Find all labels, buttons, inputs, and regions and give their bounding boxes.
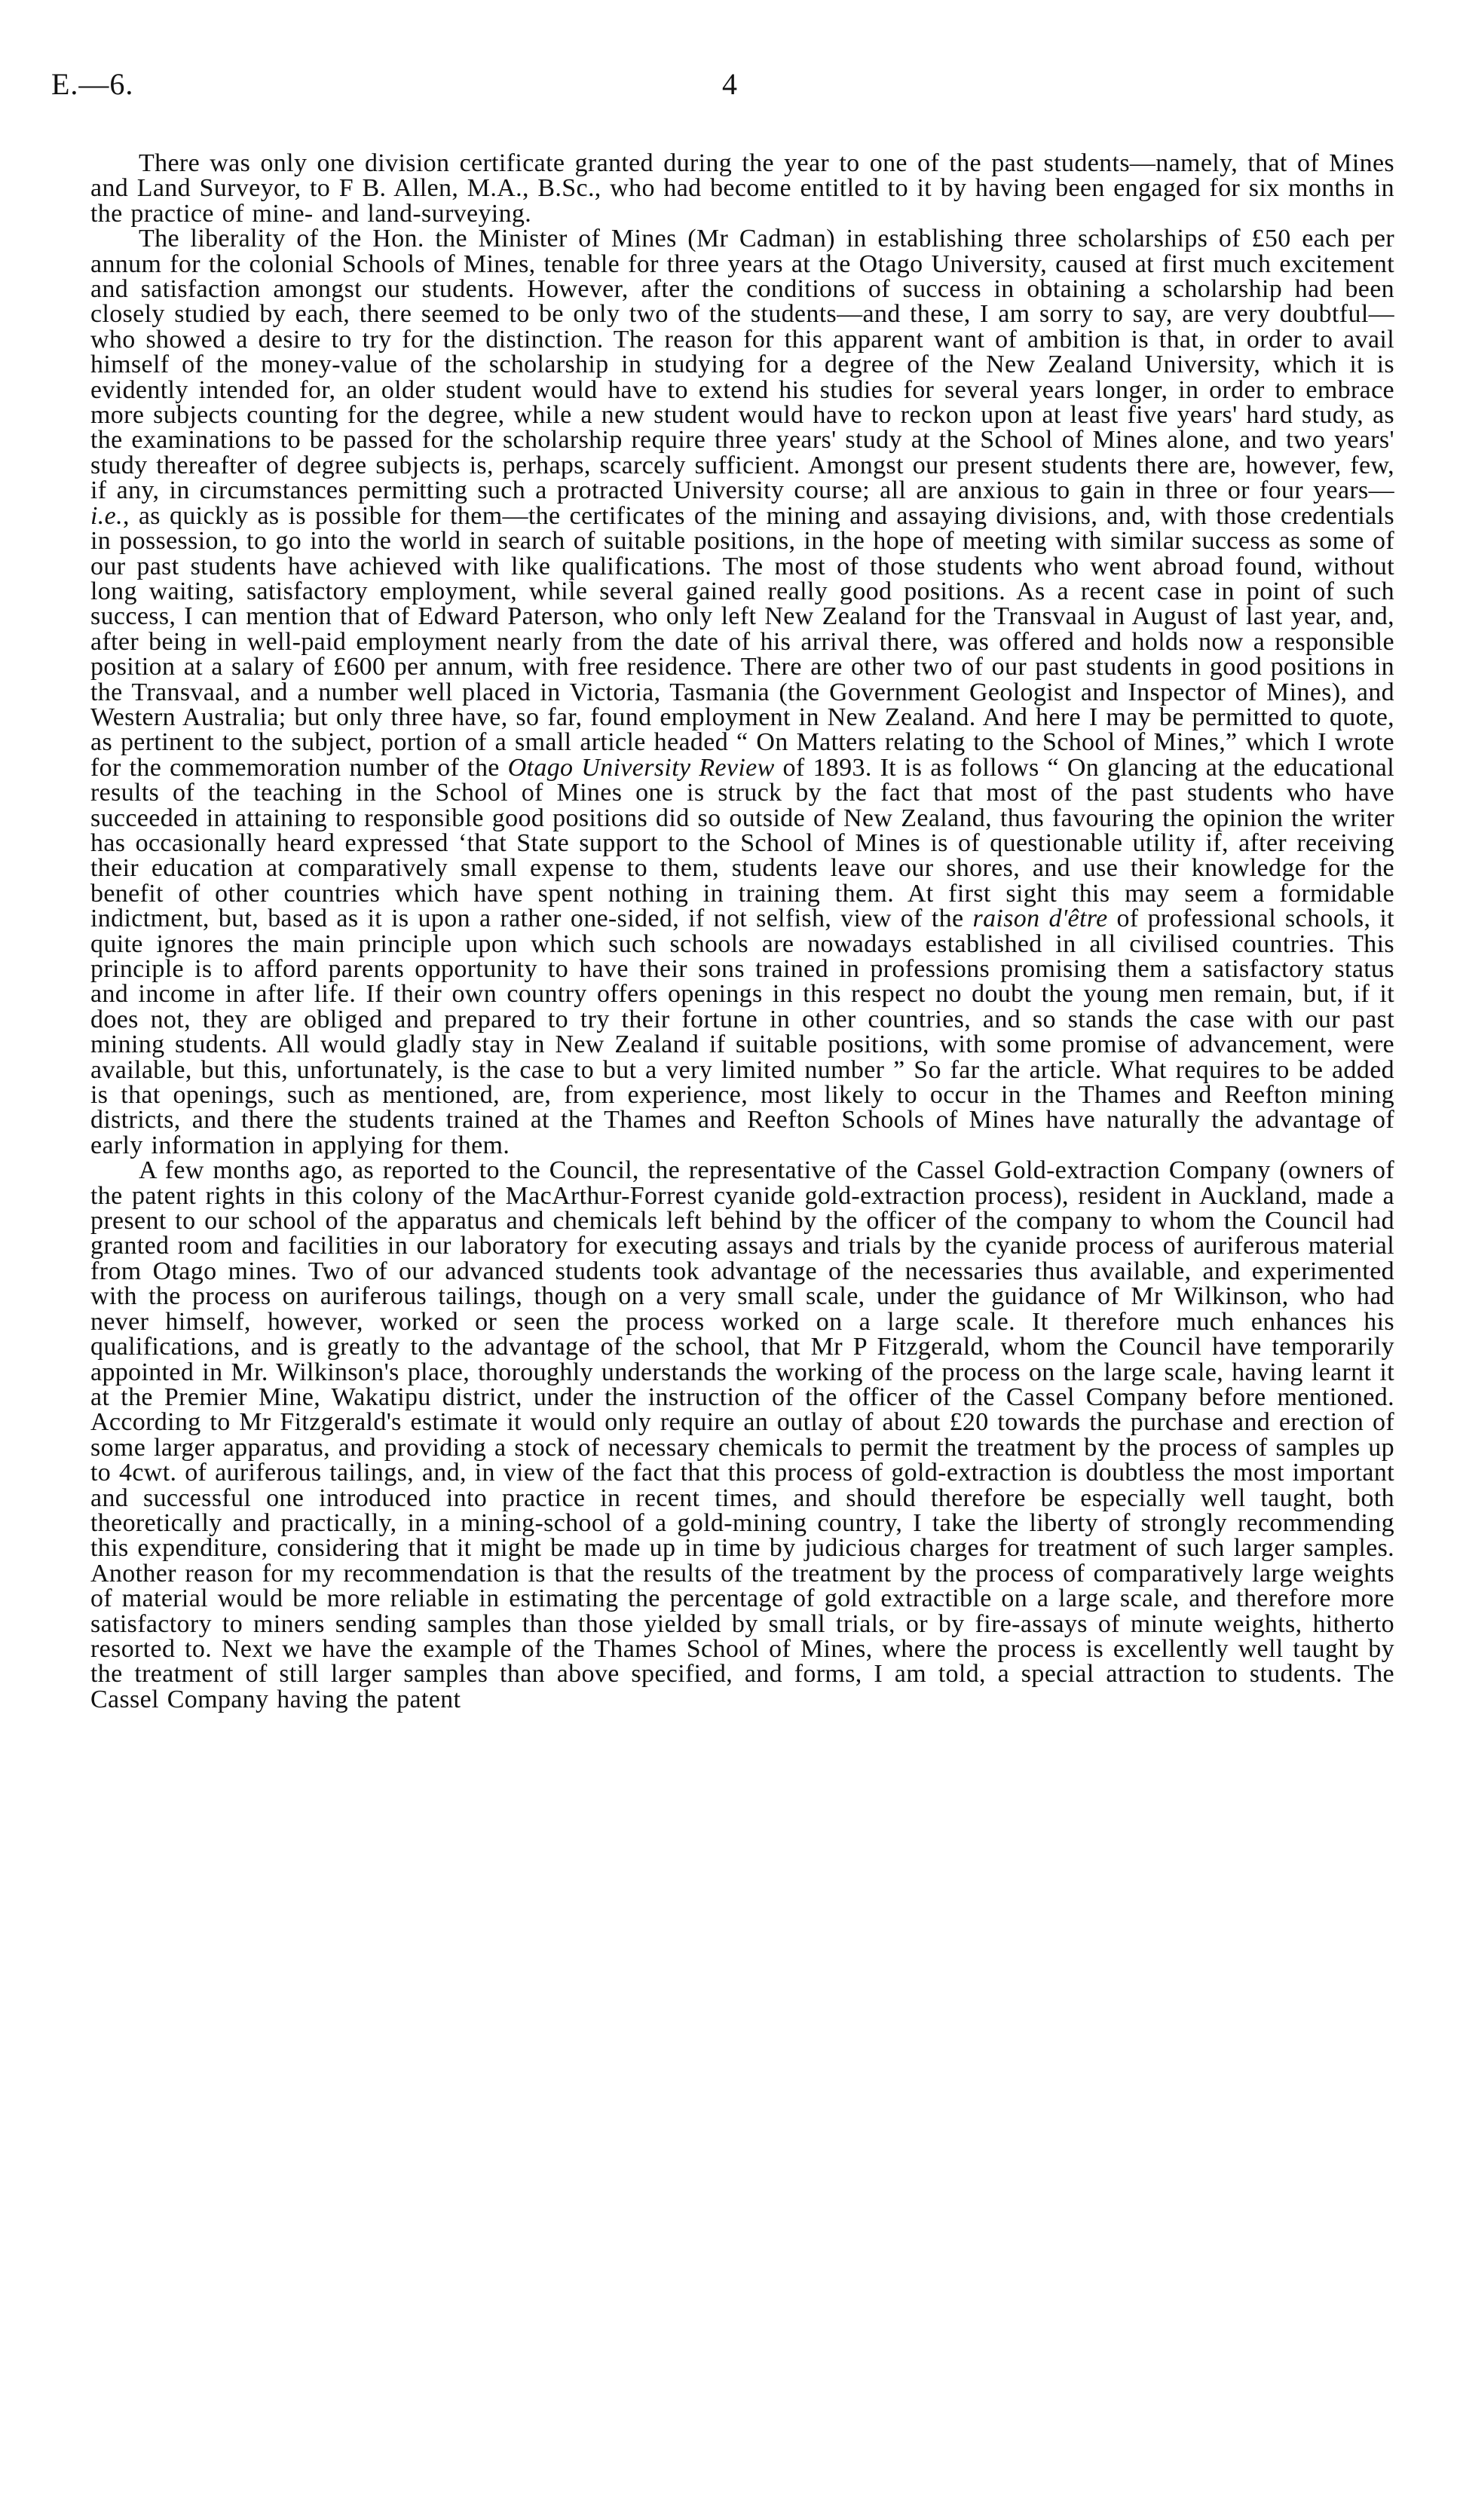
body-text [90,151,1394,1712]
text-segment: There was only one division certificate granted during the year to one of the past students—namely, that of Mines and Land Surveyor, to F B. Allen, M.A., B.Sc., who had become entitled to it by having been engaged for six months in the practice of mine- and land-surveying. [90,149,1394,228]
page-number: 4 [722,67,737,101]
paragraph-division-certificate [90,151,1394,226]
text-segment: of professional schools, it quite ignores the main principle upon which such schools are nowadays established in all civilised countries. This principle is to afford parents opportunity to have their sons trained in professions promising them a satisfactory status and income in after life. If their own country offers openings in this respect no doubt the young men remain, but, if it does not, they are obliged and prepared to try their fortune in other countries, and so stands the case with our past mining students. All would gladly stay in New Zealand if suitable positions, with some promise of advancement, were available, but this, unfortunately, is the case to but a very limited number ” So far the article. What requires to be added is that openings, such as mentioned, are, from experience, most likely to occur in the Thames and Reefton mining districts, and there the students trained at the Thames and Reefton Schools of Mines have naturally the advantage of early information in applying for them. [90,905,1394,1159]
paragraph-cyanide-process [90,1158,1394,1712]
document-reference: E.—6. [51,67,134,101]
italic-segment: Otago University Review [507,753,775,782]
italic-segment: raison d'être [972,905,1108,933]
text-segment: The liberality of the Hon. the Minister of Mines (Mr Cadman) in establishing three scholarships of £50 each per annum for the colonial Schools of Mines, tenable for three years at the Otago University, caused at first much excitement and satisfaction amongst our students. However, after the conditions of success in obtaining a scholarship had been closely studied by each, there seemed to be only two of the students—and these, I am sorry to say, are very doubtful—who showed a desire to try for the distinction. The reason for this apparent want of ambition is that, in order to avail himself of the money-value of the scholarship in studying for a degree of the New Zealand University, which it is evidently intended for, an older student would have to extend his studies for several years longer, in order to embrace more subjects counting for the degree, while a new student would have to reckon upon at least five years' hard study, as the examinations to be passed for the scholarship require three years' study at the School of Mines alone, and two years' study thereafter of degree subjects is, perhaps, scarcely sufficient. Amongst our present students there are, however, few, if any, in circumstances permitting such a protracted University course; all are anxious to gain in three or four years— [90,225,1394,505]
text-segment: , as quickly as is possible for them—the certificates of the mining and assaying divisions, and, with those credentials in possession, to go into the world in search of suitable positions, in the hope of meeting with similar success as some of our past students have achieved with like qualifications. The most of those students who went abroad found, without long waiting, satisfactory employment, while several gained really good positions. As a recent case in point of such success, I can mention that of Edward Paterson, who only left New Zealand for the Transvaal in August of last year, and, after being in well-paid employment nearly from the date of his arrival there, was offered and holds now a responsible position at a salary of £600 per annum, with free residence. There are other two of our past students in good positions in the Transvaal, and a number well placed in Victoria, Tasmania (the Government Geologist and Inspector of Mines), and Western Australia; but only three have, so far, found employment in New Zealand. And here I may be permitted to quote, as pertinent to the subject, portion of a small article headed “ On Matters relating to the School of Mines,” which I wrote for the commemoration number of the [90,501,1394,782]
italic-segment: i.e. [90,501,123,530]
page-header [51,66,1408,112]
text-segment: A few months ago, as reported to the Council, the representative of the Cassel Gold-extraction Company (owners of the patent rights in this colony of the MacArthur-Forrest cyanide gold-extraction process), resident in Auckland, made a present to our school of the apparatus and chemicals left behind by the officer of the company to whom the Council had granted room and facilities in our laboratory for executing assays and trials by the cyanide process of auriferous material from Otago mines. Two of our advanced students took advantage of the necessaries thus available, and experimented with the process on auriferous tailings, though on a very small scale, under the guidance of Mr Wilkinson, who had never himself, however, worked or seen the process worked on a large scale. It therefore much enhances his qualifications, and is greatly to the advantage of the school, that Mr P Fitzgerald, whom the Council have temporarily appointed in Mr. Wilkinson's place, thoroughly understands the working of the process on the large scale, having learnt it at the Premier Mine, Wakatipu district, under the instruction of the officer of the Cassel Company before mentioned. According to Mr Fitzgerald's estimate it would only require an outlay of about £20 towards the purchase and erection of some larger apparatus, and providing a stock of necessary chemicals to permit the treatment by the process of samples up to 4cwt. of auriferous tailings, and, in view of the fact that this process of gold-extraction is doubtless the most important and successful one introduced into practice in recent times, and should therefore be especially well taught, both theoretically and practically, in a mining-school of a gold-mining country, I take the liberty of strongly recommending this expenditure, considering that it might be made up in time by judicious charges for treatment of such larger samples. Another reason for my recommendation is that the results of the treatment by the process of comparatively large weights of material would be more reliable in estimating the percentage of gold extractible on a large scale, and therefore more satisfactory to miners sending samples than those yielded by small trials, or by fire-assays of minute weights, hitherto resorted to. Next we have the example of the Thames School of Mines, where the process is excellently well taught by the treatment of still larger samples than above specified, and forms, I am told, a special attraction to students. The Cassel Company having the patent [90,1156,1394,1713]
paragraph-scholarships [90,226,1394,1158]
text-segment: of 1893. It is as follows “ On glancing at the educational results of the teaching in the School of Mines one is struck by the fact that most of the past students who have succeeded in attaining to responsible good positions did so outside of New Zealand, thus favouring the opinion the writer has occasionally heard expressed ‘that State support to the School of Mines is of questionable utility if, after receiving their education at comparatively small expense to them, students leave our shores, and use their knowledge for the benefit of other countries which have spent nothing in training them. At first sight this may seem a formidable indictment, but, based as it is upon a rather one-sided, if not selfish, view of the [90,753,1394,933]
